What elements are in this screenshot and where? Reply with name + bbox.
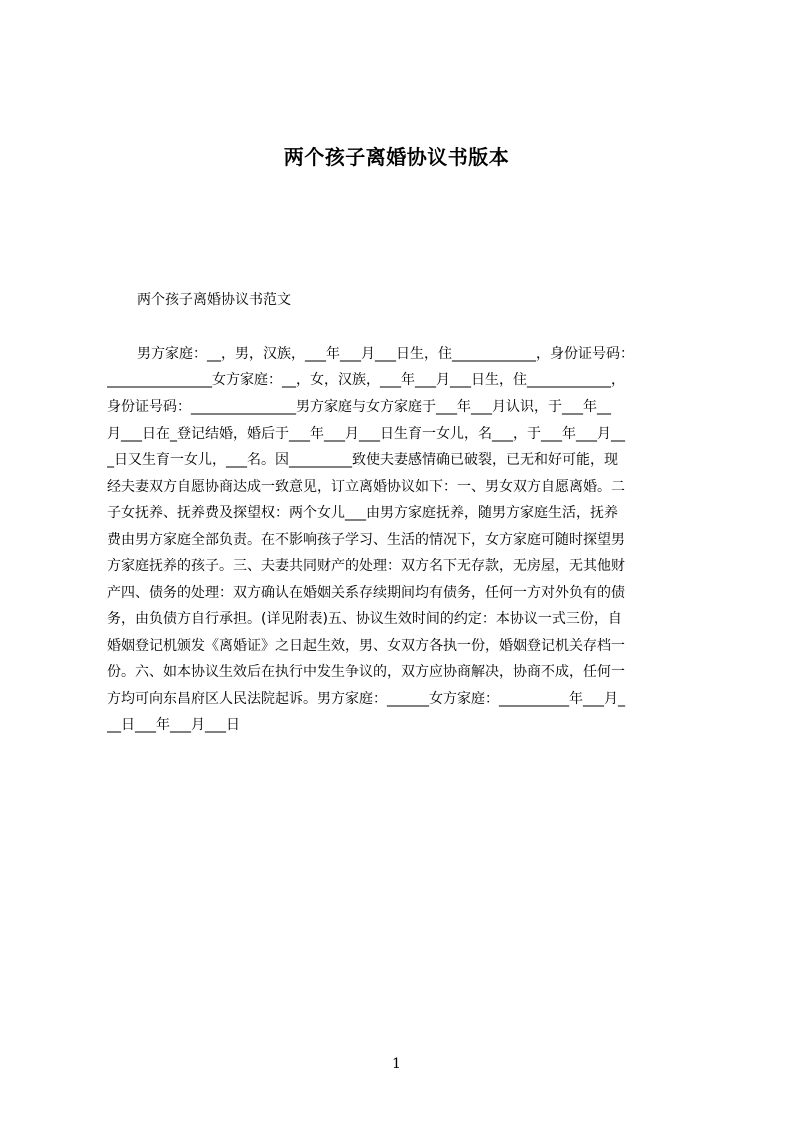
page-number: 1 bbox=[392, 1056, 401, 1072]
body-line: 方均可向东昌府区人民法院起诉。男方家庭：______女方家庭：__________年___月_ bbox=[107, 691, 625, 707]
body-line: 产四、债务的处理：双方确认在婚姻关系存续期间均有债务，任何一方对外负有的债 bbox=[107, 585, 625, 601]
body-line: 身份证号码：_______________男方家庭与女方家庭于___年___月认识，于___年__ bbox=[107, 399, 611, 415]
body-line: _______________女方家庭：__，女，汉族，___年___月___日生，住____________， bbox=[107, 372, 625, 388]
body-line: 男方家庭：__，男，汉族，___年___月___日生，住____________，身份证号码： bbox=[137, 346, 634, 362]
body-line: _日又生育一女儿，___名。因_________致使夫妻感情确已破裂，已无和好可能，现 bbox=[107, 452, 618, 468]
body-line: 子女抚养、抚养费及探望权：两个女儿___由男方家庭抚养，随男方家庭生活，抚养 bbox=[107, 505, 618, 521]
body-line: 份。六、如本协议生效后在执行中发生争议的，双方应协商解决，协商不成，任何一 bbox=[107, 664, 625, 680]
body-line: __日___年___月___日 bbox=[107, 717, 240, 733]
body-line: 方家庭抚养的孩子。三、夫妻共同财产的处理：双方名下无存款，无房屋，无其他财 bbox=[107, 558, 625, 574]
document-subtitle: 两个孩子离婚协议书范文 bbox=[137, 292, 291, 308]
body-line: 月___日在_登记结婚，婚后于___年___月___日生育一女儿，名___，于___年___月__ bbox=[107, 426, 625, 442]
body-line: 经夫妻双方自愿协商达成一致意见，订立离婚协议如下：一、男女双方自愿离婚。二 bbox=[107, 479, 625, 495]
body-line: 务，由负债方自行承担。(详见附表)五、协议生效时间的约定：本协议一式三份，自 bbox=[107, 611, 622, 627]
body-line: 婚姻登记机颁发《离婚证》之日起生效，男、女双方各执一份，婚姻登记机关存档一 bbox=[107, 638, 625, 654]
body-line: 费由男方家庭全部负责。在不影响孩子学习、生活的情况下，女方家庭可随时探望男 bbox=[107, 532, 625, 548]
page-title: 两个孩子离婚协议书版本 bbox=[283, 145, 510, 169]
